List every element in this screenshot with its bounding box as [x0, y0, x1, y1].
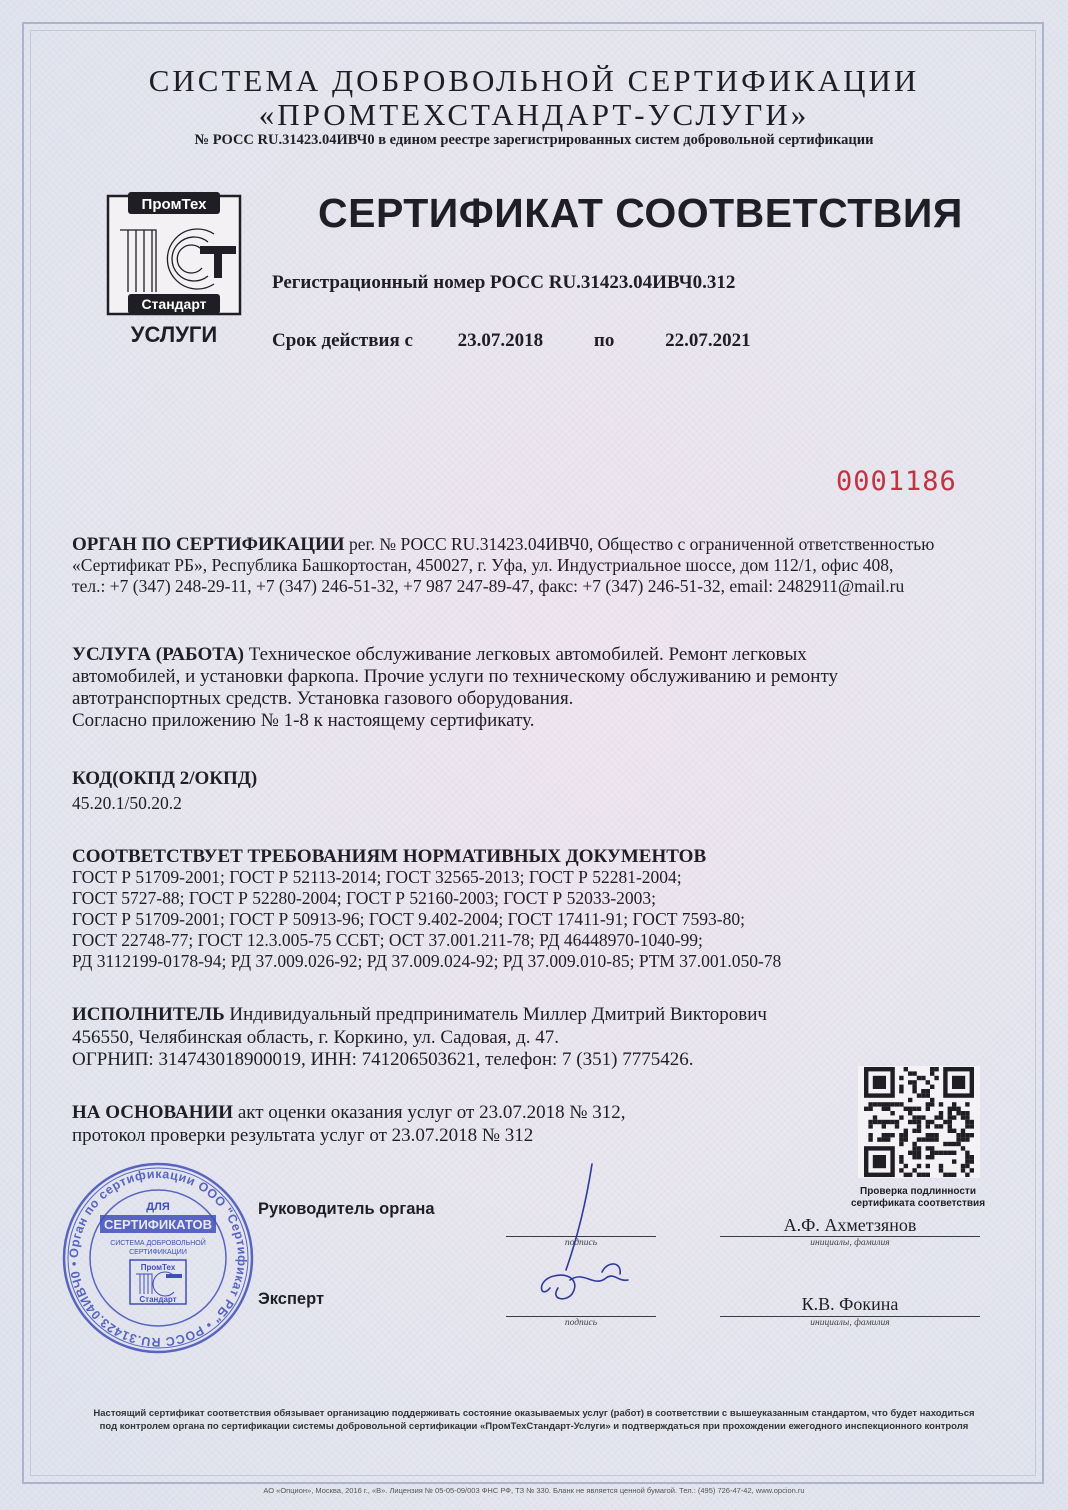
- norms-line: ГОСТ 22748-77; ГОСТ 12.3.005-75 ССБТ; ОСТ 37.001.211-78; РД 46448970-1040-99;: [72, 930, 703, 950]
- valid-from: 23.07.2018: [457, 330, 544, 351]
- validity-period: [272, 330, 751, 352]
- service-line2: автомобилей, и установки фаркопа. Прочие услуги по техническому обслуживанию и ремонту: [72, 666, 839, 687]
- executor-line1: Индивидуальный предприниматель Миллер Дмитрий Викторович: [224, 1004, 767, 1025]
- service-line4: Согласно приложению № 1-8 к настоящему сертификату.: [72, 710, 535, 731]
- service-line3: автотранспортных средств. Установка газового оборудования.: [72, 688, 574, 709]
- norms-heading: СООТВЕТСТВУЕТ ТРЕБОВАНИЯМ НОРМАТИВНЫХ ДОКУМЕНТОВ: [72, 846, 707, 867]
- qr-caption-line1: Проверка подлинности: [860, 1186, 976, 1197]
- expert-signature-line: [506, 1316, 656, 1317]
- head-role-label: Руководитель органа: [258, 1200, 435, 1218]
- okpd-value: 45.20.1/50.20.2: [72, 793, 182, 813]
- valid-to: 22.07.2021: [665, 330, 751, 351]
- system-title: [60, 64, 1008, 132]
- executor-heading: ИСПОЛНИТЕЛЬ: [72, 1004, 225, 1025]
- norms-line: ГОСТ Р 51709-2001; ГОСТ Р 52113-2014; ГОСТ 32565-2013; ГОСТ Р 52281-2004;: [72, 867, 682, 887]
- executor-line2: 456550, Челябинская область, г. Коркино, ул. Садовая, д. 47.: [72, 1026, 559, 1048]
- expert-name-line: [720, 1316, 980, 1317]
- qr-caption-line2: сертификата соответствия: [850, 1198, 986, 1209]
- head-name-line: [720, 1236, 980, 1237]
- norms-section: [72, 846, 1002, 972]
- registry-note: № РОСС RU.31423.04ИВЧ0 в едином реестре зарегистрированных систем добровольной сертификации: [194, 132, 874, 148]
- valid-label: Срок действия с: [272, 330, 413, 351]
- stamp-sub2: СЕРТИФИКАЦИИ: [129, 1249, 187, 1256]
- certificate-title: СЕРТИФИКАТ СООТВЕТСТВИЯ: [318, 190, 963, 236]
- system-title-line1: СИСТЕМА ДОБРОВОЛЬНОЙ СЕРТИФИКАЦИИ: [148, 63, 920, 98]
- logo-top-text: ПромТех: [141, 196, 207, 213]
- service-line1: Техническое обслуживание легковых автомобилей. Ремонт легковых: [244, 644, 807, 665]
- organ-line3: тел.: +7 (347) 248-29-11, +7 (347) 246-51-32, +7 987 247-89-47, факс: +7 (347) 246-51-32, email: 2482911@mail.ru: [72, 576, 905, 596]
- basis-line2: протокол проверки результата услуг от 23.07.2018 № 312: [72, 1124, 534, 1146]
- valid-to-label: по: [593, 330, 615, 351]
- logo-caption: УСЛУГИ: [130, 322, 218, 347]
- logo-bottom-text: Стандарт: [141, 296, 207, 312]
- norms-line: ГОСТ Р 51709-2001; ГОСТ Р 50913-96; ГОСТ 9.402-2004; ГОСТ 17411-91; ГОСТ 7593-80;: [72, 909, 745, 929]
- expert-name-caption: инициалы, фамилия: [810, 1318, 890, 1328]
- stamp-ring-text: Орган по сертификации ООО "Сертификат РБ" • РОСС RU.31423.04ИВЧ0 •: [66, 1166, 250, 1350]
- stamp-top: ДЛЯ: [146, 1201, 170, 1213]
- head-name-caption: инициалы, фамилия: [810, 1238, 890, 1248]
- executor-line3: ОГРНИП: 314743018900019, ИНН: 741206503621, телефон: 7 (351) 7775426.: [72, 1049, 694, 1070]
- stamp-logo-top: ПромТех: [140, 1263, 176, 1272]
- stamp-logo-bottom: Стандарт: [139, 1295, 177, 1304]
- official-stamp: [60, 1160, 256, 1356]
- qr-caption: [836, 1186, 1000, 1210]
- footer-note: [74, 1407, 994, 1433]
- organ-line1: рег. № РОСС RU.31423.04ИВЧ0, Общество с ограниченной ответственностью: [344, 534, 935, 554]
- head-name: А.Ф. Ахметзянов: [783, 1215, 917, 1235]
- system-title-line2: «ПРОМТЕХСТАНДАРТ-УСЛУГИ»: [258, 97, 810, 132]
- okpd-heading: КОД(ОКПД 2/ОКПД): [72, 768, 258, 789]
- stamp-main: СЕРТИФИКАТОВ: [103, 1217, 213, 1232]
- serial-number: 0001186: [836, 466, 957, 497]
- footer-line2: под контролем органа по сертификации системы добровольной сертификации «ПромТехСтандарт-Услуги» и подтверждаться при прохождении ежегодного инспекционного контроля: [99, 1421, 969, 1432]
- qr-code[interactable]: [858, 1066, 980, 1178]
- service-section: [72, 644, 1002, 732]
- executor-section: [72, 1004, 1002, 1072]
- expert-signature: [510, 1160, 650, 1310]
- footer-line1: Настоящий сертификат соответствия обязывает организацию поддерживать состояние оказываемых услуг (работ) в соответствии с вышеуказанным стандартом, что будет находиться: [93, 1408, 975, 1419]
- expert-role-label: Эксперт: [258, 1290, 325, 1308]
- norms-line: ГОСТ 5727-88; ГОСТ Р 52280-2004; ГОСТ Р 52160-2003; ГОСТ Р 52033-2003;: [72, 888, 657, 908]
- registration-number: Регистрационный номер РОСС RU.31423.04ИВЧ0.312: [272, 272, 736, 293]
- expert-name: К.В. Фокина: [801, 1294, 899, 1314]
- norms-line: РД 3112199-0178-94; РД 37.009.026-92; РД 37.009.024-92; РД 37.009.010-85; РТМ 37.001.050-78: [72, 951, 782, 971]
- basis-line1: акт оценки оказания услуг от 23.07.2018 № 312,: [233, 1102, 626, 1123]
- organ-line2: «Сертификат РБ», Республика Башкортостан, 450027, г. Уфа, ул. Индустриальное шоссе, дом 112/1, офис 408,: [72, 555, 894, 575]
- okpd-section: [72, 768, 1002, 814]
- certification-body-section: [72, 534, 1002, 597]
- expert-signature-caption: подпись: [564, 1318, 598, 1328]
- service-heading: УСЛУГА (РАБОТА): [72, 644, 244, 665]
- stamp-sub1: СИСТЕМА ДОБРОВОЛЬНОЙ: [110, 1240, 206, 1247]
- basis-heading: НА ОСНОВАНИИ: [72, 1102, 234, 1123]
- promtech-logo: [104, 190, 244, 350]
- organ-heading: ОРГАН ПО СЕРТИФИКАЦИИ: [72, 534, 345, 555]
- head-signature-caption: подпись: [564, 1238, 598, 1248]
- printer-imprint: АО «Опцион», Москва, 2016 г., «В». Лицензия № 05-05-09/003 ФНС РФ, ТЗ № 330. Бланк не является ценной бумагой. Тел.: (495) 726-47-42, www.opcion.ru: [263, 1486, 805, 1495]
